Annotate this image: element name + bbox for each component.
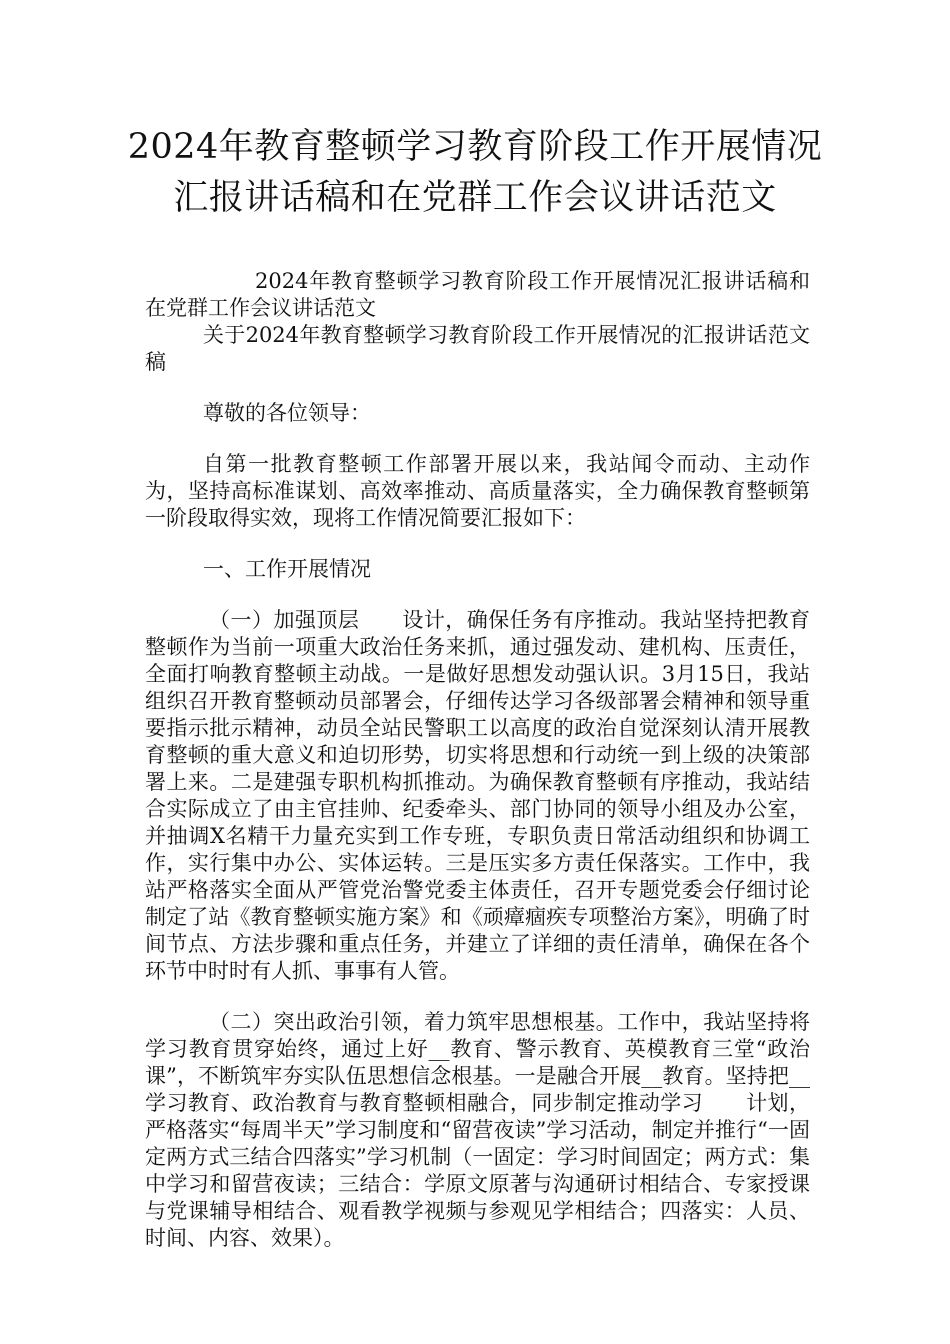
paragraph-subheading: 关于2024年教育整顿学习教育阶段工作开展情况的汇报讲话范文稿 [145,323,810,374]
paragraph-salutation: 尊敬的各位领导： [203,401,371,425]
document-title: 2024年教育整顿学习教育阶段工作开展情况汇报讲话稿和在党群工作会议讲话范文 [127,127,823,218]
section-heading: 一、工作开展情况 [203,557,371,581]
paragraph-subtitle: 2024年教育整顿学习教育阶段工作开展情况汇报讲话稿和在党群工作会议讲话范文 [145,269,810,320]
paragraph-section-2: （二）突出政治引领，着力筑牢思想根基。工作中，我站坚持将学习教育贯穿始终，通过上好__教育、警示教育、英模教育三堂“政治课”，不断筑牢夯实队伍思想信念根基。一是融合开展__教育。坚持把__学习教育、政治教育与教育整顿相融合，同步制定推动学习 计划，严格落实“每周半天”学习制度和“留营夜读”学习活动，制定并推行“一固定两方式三结合四落实”学习机制（一固定：学习时间固定；两方式：集中学习和留营夜读；三结合：学原文原著与沟通研讨相结合、专家授课与党课辅导相结合、观看教学视频与参观见学相结合；四落实：人员、时间、内容、效果）。 [145,1010,810,1250]
document-body [145,268,810,1252]
paragraph-section-1: （一）加强顶层 设计，确保任务有序推动。我站坚持把教育整顿作为当前一项重大政治任务来抓，通过强发动、建机构、压责任，全面打响教育整顿主动战。一是做好思想发动强认识。3月15日，我站组织召开教育整顿动员部署会，仔细传达学习各级部署会精神和领导重要指示批示精神，动员全站民警职工以高度的政治自觉深刻认清开展教育整顿的重大意义和迫切形势，切实将思想和行动统一到上级的决策部署上来。二是建强专职机构抓推动。为确保教育整顿有序推动，我站结合实际成立了由主官挂帅、纪委牵头、部门协同的领导小组及办公室，并抽调X名精干力量充实到工作专班，专职负责日常活动组织和协调工作，实行集中办公、实体运转。三是压实多方责任保落实。工作中，我站严格落实全面从严管党治警党委主体责任，召开专题党委会仔细讨论制定了站《教育整顿实施方案》和《顽瘴痼疾专项整治方案》，明确了时间节点、方法步骤和重点任务，并建立了详细的责任清单，确保在各个环节中时时有人抓、事事有人管。 [145,608,810,983]
paragraph-intro: 自第一批教育整顿工作部署开展以来，我站闻令而动、主动作为，坚持高标准谋划、高效率推动、高质量落实，全力确保教育整顿第一阶段取得实效，现将工作情况简要汇报如下： [145,452,810,530]
